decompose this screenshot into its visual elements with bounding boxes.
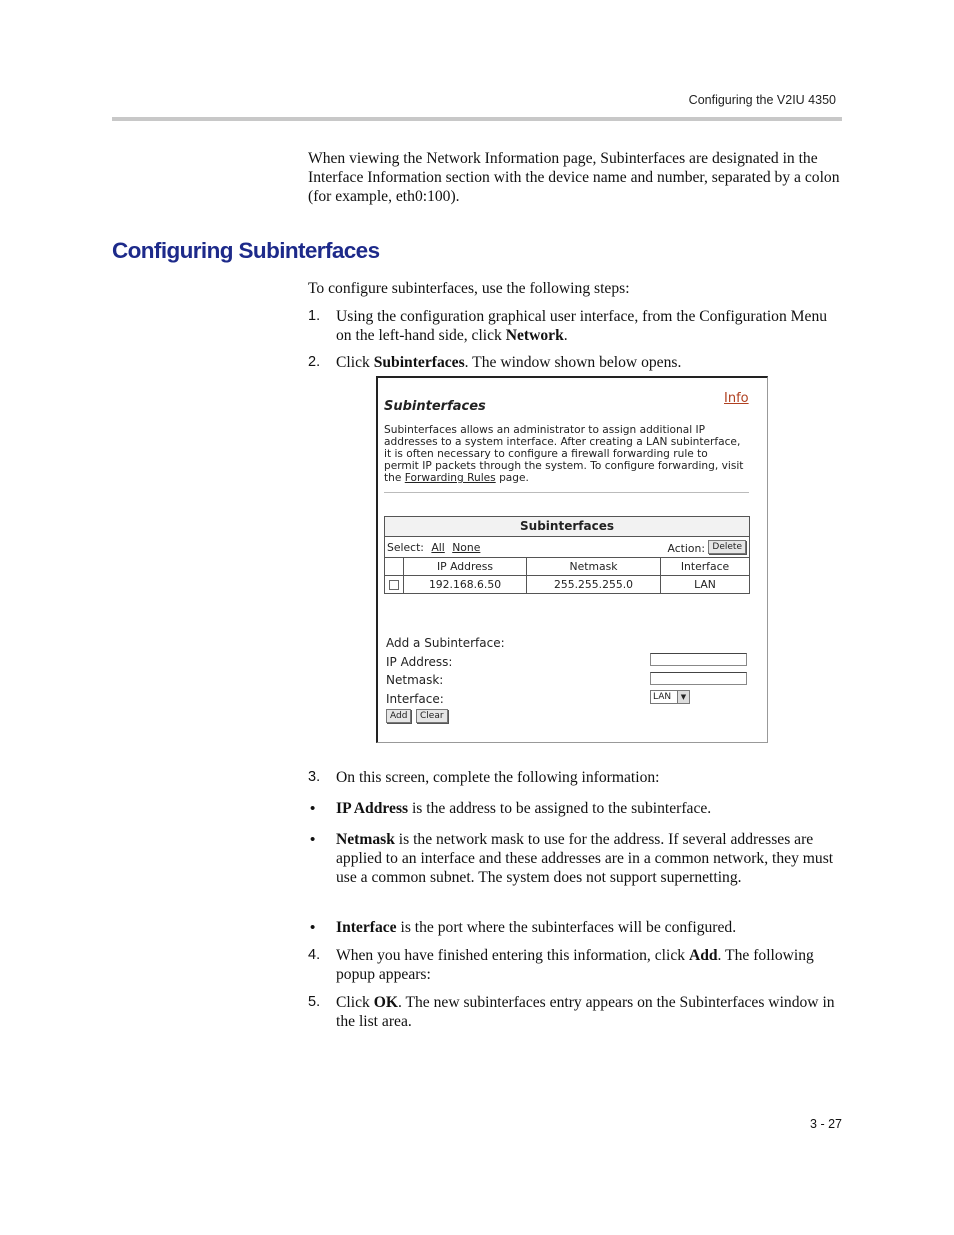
section-title: Configuring Subinterfaces: [112, 238, 380, 263]
netmask-input[interactable]: [650, 672, 747, 685]
table-title: Subinterfaces: [385, 517, 749, 537]
bullet-text: Interface is the port where the subinterfaces will be configured.: [336, 919, 737, 936]
screenshot-title: Subinterfaces: [384, 399, 486, 414]
table-header-row: [385, 558, 749, 576]
interface-select[interactable]: LAN ▼: [650, 690, 690, 704]
select-action-row: [385, 537, 749, 558]
column-header: Netmask: [527, 558, 661, 576]
delete-button[interactable]: Delete: [708, 540, 746, 554]
step-text: When you have finished entering this information, click Add. The following popup appears:: [336, 947, 814, 983]
step-number: 3.: [308, 769, 321, 785]
running-header: Configuring the V2IU 4350: [688, 93, 836, 107]
column-header: IP Address: [404, 558, 527, 576]
ip-label: IP Address:: [386, 654, 453, 669]
lead-paragraph: To configure subinterfaces, use the following steps:: [308, 280, 630, 297]
add-button[interactable]: Add: [386, 709, 411, 723]
step-text: On this screen, complete the following information:: [336, 769, 660, 786]
bullet-text: Netmask is the network mask to use for the address. If several addresses are applied to an interface and these addresses are in a common network, they must use a common subnet. The system does not support supernetting.: [336, 831, 834, 886]
row-checkbox[interactable]: [389, 580, 399, 590]
chevron-down-icon: ▼: [677, 691, 689, 703]
step-number: 1.: [308, 308, 321, 324]
subinterfaces-screenshot: [376, 376, 768, 743]
bullet-text: IP Address is the address to be assigned to the subinterface.: [336, 800, 712, 817]
step-number: 4.: [308, 947, 321, 963]
bullet-mark: •: [310, 800, 316, 817]
bullet-mark: •: [310, 831, 316, 848]
step-text: Using the configuration graphical user interface, from the Configuration Menu on the left-hand side, click Network.: [336, 308, 828, 344]
clear-button[interactable]: Clear: [416, 709, 448, 723]
step-number: 2.: [308, 354, 321, 370]
intro-paragraph: When viewing the Network Information page, Subinterfaces are designated in the Interface Information section with the device name and number, separated by a colon (for example, eth0:100).: [308, 150, 840, 205]
interface-label: Interface:: [386, 691, 444, 706]
cell-ip: 192.168.6.50: [404, 576, 527, 594]
forwarding-rules-link[interactable]: Forwarding Rules: [404, 472, 496, 484]
netmask-label: Netmask:: [386, 673, 444, 688]
subinterfaces-table: [384, 516, 750, 594]
header-rule: [112, 117, 842, 121]
action-label: Action:: [667, 542, 705, 555]
cell-interface: LAN: [694, 578, 716, 591]
ip-address-input[interactable]: [650, 653, 747, 666]
bullet-mark: •: [310, 919, 316, 936]
info-link[interactable]: Info: [724, 391, 749, 406]
page-number: 3 - 27: [810, 1117, 842, 1131]
step-number: 5.: [308, 994, 321, 1010]
add-subinterface-form: [386, 634, 505, 708]
divider: [384, 492, 749, 493]
select-controls: Select: All None: [387, 541, 481, 554]
select-none-link[interactable]: None: [452, 541, 481, 554]
select-all-link[interactable]: All: [431, 541, 445, 554]
step-text: Click Subinterfaces. The window shown below opens.: [336, 354, 682, 371]
table-row: [385, 576, 749, 594]
screenshot-description: Subinterfaces allows an administrator to assign additional IP addresses to a system interface. After creating a LAN subinterface, it is often necessary to configure a firewall forwarding rule to permit IP packets through the system. To configure forwarding, visit the Forwarding Rules page.: [384, 424, 744, 484]
add-title: Add a Subinterface:: [386, 636, 505, 650]
step-text: Click OK. The new subinterfaces entry appears on the Subinterfaces window in the list area.: [336, 994, 835, 1030]
column-header: Interface: [661, 558, 750, 576]
cell-netmask: 255.255.255.0: [527, 576, 661, 594]
subinterfaces-grid: [385, 558, 749, 593]
